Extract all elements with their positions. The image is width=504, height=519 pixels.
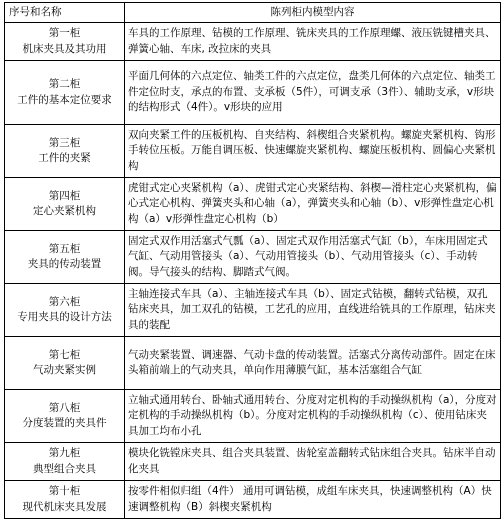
cabinet-number: 第四柜	[48, 189, 81, 202]
cabinet-number: 第二柜	[48, 78, 81, 91]
cabinet-content: 固定式双作用活塞式气瓢（a）、固定式双作用活塞式气缸（b），车床用固定式气缸、气动用管接头（a）、气动用管接头（b）、气动用管接头（c）、手动转阀。导气接头的结构、脚踏式气阀。	[125, 231, 501, 284]
cabinet-contents-table	[4, 2, 501, 519]
cabinet-number: 第十柜	[48, 485, 81, 498]
cabinet-number: 第一柜	[48, 27, 81, 40]
cabinet-title: 工件的夹紧	[38, 152, 91, 164]
cabinet-name-cell	[5, 178, 125, 231]
cabinet-number: 第七柜	[48, 348, 81, 361]
table-row	[5, 337, 501, 390]
cabinet-number: 第五柜	[48, 242, 81, 255]
table-row	[5, 125, 501, 178]
cabinet-title: 专用夹具的设计方法	[17, 311, 112, 323]
cabinet-content: 立轴式通用转台、卧轴式通用转台、分度对定机构的手动操纵机构（a），分度对定机构的手动操纵机构（b）。分度对定机构的手动操纵机构（c）、使用钻床夹具加工均布小孔	[125, 390, 501, 443]
table-row	[5, 481, 501, 519]
cabinet-number: 第六柜	[48, 295, 81, 308]
header-name: 序号和名称	[5, 3, 125, 23]
cabinet-number: 第三柜	[48, 136, 81, 149]
cabinet-title: 定心夹紧机构	[33, 205, 96, 217]
cabinet-content: 虎钳式定心夹紧机构（a）、虎钳式定心夹紧结构、斜楔—滑柱定心夹紧机构，偏心式定心机构、弹簧夹头和心轴（a），弹簧夹头和心轴（b）、v形弹性盘定心机构（a）v形弹性盘定心机构（b）	[125, 178, 501, 231]
header-content: 陈列柜内模型内容	[125, 3, 501, 23]
cabinet-name-cell	[5, 390, 125, 443]
cabinet-content: 气动夹紧装置、调速器、气动卡盘的传动装置。活塞式分离传动部件。固定在床头箱前端上的气动夹具，单向作用薄膜气缸，基本活塞组合气缸	[125, 337, 501, 390]
cabinet-name-cell	[5, 337, 125, 390]
cabinet-name-cell	[5, 443, 125, 481]
cabinet-name-cell	[5, 23, 125, 61]
cabinet-name-cell	[5, 284, 125, 337]
cabinet-content: 主轴连接式车具（a）、主轴连接式车具（b）、固定式钻模，翻转式钻模，双孔钻床夹具，加工双孔的钻模，工艺孔的应用，直线进给铣具的工作原理，钻床夹具的装配	[125, 284, 501, 337]
cabinet-name-cell	[5, 61, 125, 125]
cabinet-title: 分度装置的夹具件	[22, 417, 107, 429]
table-row	[5, 23, 501, 61]
cabinet-content: 按零件相似归组（4件） 通用可调钻模，成组车床夹具，快速调整机构（A）快速调整机构（B）斜楔夹紧机构	[125, 481, 501, 519]
table-row	[5, 284, 501, 337]
cabinet-name-cell	[5, 125, 125, 178]
cabinet-title: 夹具的传动装置	[27, 258, 102, 270]
cabinet-number: 第八柜	[48, 401, 81, 414]
table-row	[5, 390, 501, 443]
cabinet-title: 工件的基本定位要求	[17, 93, 112, 106]
cabinet-name-cell	[5, 481, 125, 519]
cabinet-number: 第九柜	[48, 447, 81, 460]
table-row	[5, 178, 501, 231]
header-row	[5, 3, 501, 23]
cabinet-title: 气动夹紧实例	[33, 364, 96, 376]
cabinet-content: 模块化铣镗床夹具、组合夹具装置、齿轮室盖翻转式钻床组合夹具。钻床半自动化夹具	[125, 443, 501, 481]
cabinet-content: 双向夹紧工件的压板机构、自夹结构、斜楔组合夹紧机构。螺旋夹紧机构、钩形手转位压板。万能自调压板、快速螺旋夹紧机构、螺旋压板机构、圆偏心夹紧机构	[125, 125, 501, 178]
cabinet-content: 平面几何体的六点定位、轴类工件的六点定位，盘类几何体的六点定位、轴类工件定位时支，承点的布置、支承板（5件），可调支承（3件）、辅助支承，v形块的结构形式（4件）。v形块的应用	[125, 61, 501, 125]
cabinet-title: 典型组合夹具	[33, 462, 96, 475]
table-row	[5, 443, 501, 481]
cabinet-title: 机床夹具及其功用	[22, 42, 107, 55]
cabinet-content: 车具的工作原理、钻模的工作原理、铣床夹具的工作原理螺、液压铣键槽夹具、弹簧心轴、车床, 改拉床的夹具	[125, 23, 501, 61]
table-row	[5, 231, 501, 284]
cabinet-name-cell	[5, 231, 125, 284]
table-row	[5, 61, 501, 125]
cabinet-title: 现代机床夹具发展	[22, 500, 107, 513]
